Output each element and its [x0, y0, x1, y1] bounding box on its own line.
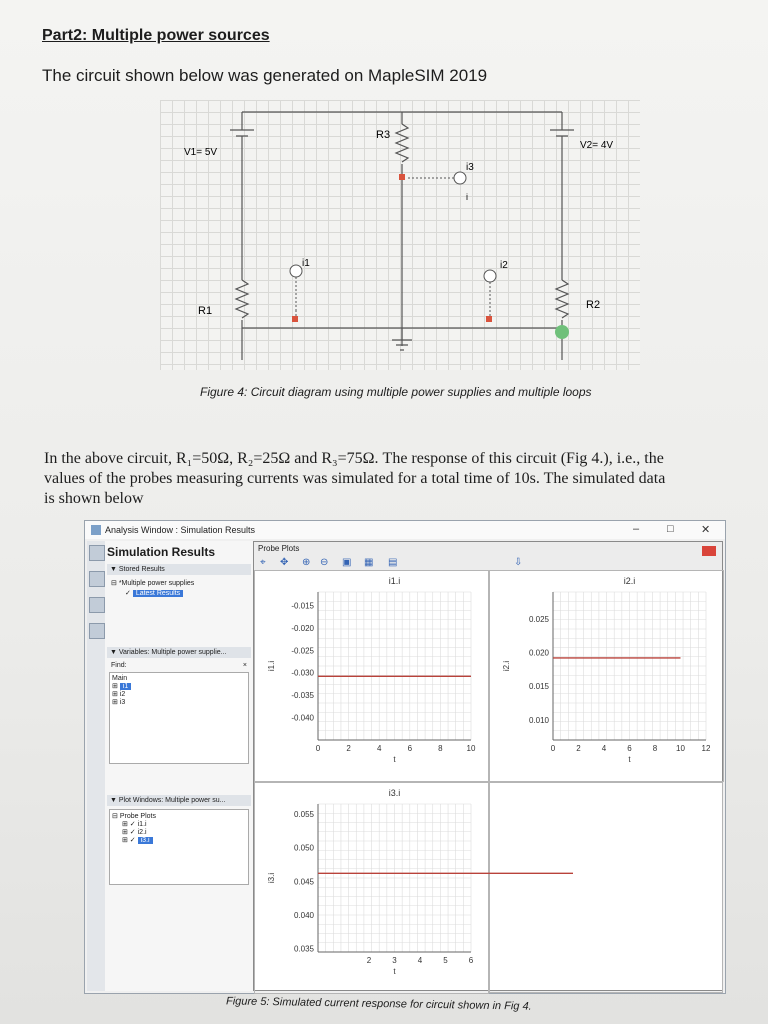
x-axis-label: t	[628, 755, 631, 764]
plots-svg	[254, 570, 724, 994]
probe-i3-icon	[454, 172, 466, 184]
y-tick-label: 0.035	[293, 944, 314, 954]
y-axis-label: i3.i	[267, 872, 276, 884]
label-v1: V1= 5V	[184, 147, 218, 158]
clear-find-icon[interactable]: ×	[242, 662, 247, 669]
legend-icon[interactable]: ▤	[388, 557, 398, 568]
y-tick-label: -0.035	[291, 691, 314, 701]
y-tick-label: 0.040	[293, 911, 314, 920]
plot-title: i2.i	[623, 576, 636, 586]
paragraph-line-3: is shown below	[44, 490, 144, 507]
close-plot-icon[interactable]	[702, 546, 716, 556]
paragraph-line-2: values of the probes measuring currents was simulated for a total time of 10s. The simulated data	[44, 470, 666, 487]
body-paragraph	[44, 449, 744, 509]
plot-windows-list	[109, 809, 249, 885]
y-tick-label: 0.015	[528, 682, 549, 692]
pointer-tool-icon[interactable]: ⌖	[260, 557, 266, 568]
right-branch	[550, 112, 574, 360]
variables-label: Variables: Multiple power supplie...	[118, 649, 227, 656]
probe-item-1[interactable]: ⊞ ✓ i1.i	[122, 821, 147, 828]
plot-tool-icon[interactable]	[89, 545, 105, 561]
var-i2[interactable]: ⊞ i2	[112, 691, 126, 698]
plots-grid	[254, 570, 722, 990]
x-tick-label: 8	[652, 744, 658, 753]
y-axis-label: i1.i	[267, 660, 276, 672]
y-axis-label: i2.i	[502, 660, 511, 672]
plot-title: i1.i	[388, 576, 401, 586]
paragraph-line-1: In the above circuit, R₁=50Ω, R₂=25Ω and R₃=75Ω. The response of this circuit (Fig 4.), i.e., the	[44, 450, 664, 467]
ground-symbol	[392, 328, 412, 350]
probe-plots-item[interactable]: ⊟ Probe Plots	[112, 813, 156, 820]
x-tick-label: 0	[315, 744, 321, 753]
panel-title: Simulation Results	[107, 545, 216, 559]
plot-windows-label: Plot Windows: Multiple power su...	[118, 797, 226, 804]
var-main[interactable]: Main	[112, 675, 128, 682]
y-tick-label: -0.025	[291, 646, 314, 656]
results-panel	[105, 541, 254, 991]
x-tick-label: 2	[576, 744, 581, 753]
model-item-label: *Multiple power supplies	[118, 580, 195, 587]
table-tool-icon[interactable]	[89, 597, 105, 613]
probe-plots-area	[253, 541, 723, 991]
y-tick-label: 0.025	[528, 614, 549, 624]
y-tick-label: -0.015	[291, 601, 314, 611]
pan-tool-icon[interactable]: ✥	[280, 557, 289, 568]
label-v2: V2= 4V	[580, 140, 614, 151]
zoom-in-icon[interactable]: ⊕	[302, 557, 311, 568]
stored-results-header[interactable]: ▼ Stored Results	[107, 564, 251, 575]
circuit-svg	[160, 100, 640, 370]
y-tick-label: -0.020	[291, 623, 314, 633]
empty-plot-frame	[490, 783, 723, 993]
figure5-caption: Figure 5: Simulated current response for circuit shown in Fig 4.	[225, 995, 532, 1013]
variables-header[interactable]: ▼ Variables: Multiple power supplie...	[107, 647, 251, 658]
label-i2: i2	[500, 260, 508, 271]
left-branch	[230, 112, 254, 360]
x-tick-label: 5	[443, 956, 448, 965]
label-i: i	[466, 192, 468, 202]
probe-item-3[interactable]: ⊞ ✓ i3.i	[112, 836, 246, 844]
section-heading: Part2: Multiple power sources	[42, 27, 270, 44]
plot-title: i3.i	[388, 788, 401, 798]
x-tick-label: 6	[468, 956, 474, 965]
probe-i1-icon	[290, 265, 302, 277]
y-tick-label: 0.020	[528, 648, 549, 658]
y-tick-label: -0.030	[291, 668, 314, 678]
node-marker-icon	[555, 325, 569, 339]
latest-results-label: Latest Results	[133, 590, 183, 597]
x-tick-label: 10	[676, 744, 685, 753]
grid-toggle-icon[interactable]: ▦	[364, 557, 374, 568]
x-tick-label: 4	[601, 744, 607, 753]
plot-windows-header[interactable]: ▼ Plot Windows: Multiple power su...	[107, 795, 251, 806]
y-tick-label: 0.010	[528, 715, 549, 725]
find-row	[105, 661, 253, 670]
window-title: Analysis Window : Simulation Results	[105, 525, 256, 535]
x-axis-label: t	[393, 967, 396, 976]
x-tick-label: 2	[346, 744, 351, 753]
zoom-out-icon[interactable]: ⊖	[320, 557, 329, 568]
probe-i2-icon	[484, 270, 496, 282]
export-icon[interactable]: ⇩	[514, 557, 523, 568]
label-r2: R2	[586, 299, 601, 311]
resistor-r1	[236, 280, 248, 318]
maximize-icon[interactable]: □	[667, 523, 674, 535]
probe-item-2[interactable]: ⊞ ✓ i2.i	[122, 829, 147, 836]
circuit-diagram	[160, 100, 640, 370]
stored-results-label: Stored Results	[118, 566, 165, 573]
model-item[interactable]: ⊟ *Multiple power supplies	[111, 580, 195, 587]
variables-list	[109, 672, 249, 764]
x-tick-label: 12	[701, 744, 711, 753]
x-tick-label: 6	[627, 744, 632, 753]
var-i1[interactable]: ⊞ i1	[112, 682, 246, 690]
latest-results-item[interactable]: ✓ Latest Results	[105, 588, 253, 598]
x-tick-label: 8	[438, 744, 443, 753]
minimize-icon[interactable]: –	[633, 523, 640, 535]
resistor-r3	[396, 124, 408, 162]
x-tick-label: 0	[550, 744, 556, 753]
analysis-window	[84, 520, 726, 994]
label-i3: i3	[466, 162, 474, 173]
x-tick-label: 4	[376, 744, 382, 753]
grid-tool-icon[interactable]	[89, 623, 105, 639]
x-tick-label: 3	[392, 956, 397, 965]
zoom-box-icon[interactable]: ▣	[342, 557, 352, 568]
label-r3: R3	[376, 129, 391, 141]
window-titlebar	[85, 521, 725, 539]
x-tick-label: 4	[417, 956, 423, 965]
close-icon[interactable]: ✕	[701, 524, 711, 536]
intro-text: The circuit shown below was generated on MapleSIM 2019	[42, 66, 488, 85]
probe-tab[interactable]: Probe Plots	[258, 544, 300, 553]
probe-plots-toolbar	[254, 542, 722, 571]
y-tick-label: 0.050	[293, 843, 314, 853]
figure4-caption: Figure 4: Circuit diagram using multiple power supplies and multiple loops	[200, 385, 592, 399]
x-tick-label: 10	[466, 744, 476, 753]
label-r1: R1	[198, 305, 213, 317]
tool-sidebar	[87, 541, 105, 991]
find-label: Find:	[111, 662, 127, 669]
x-axis-label: t	[393, 755, 396, 764]
resistor-r2	[556, 280, 568, 318]
y-tick-label: 0.055	[293, 810, 314, 820]
y-tick-label: -0.040	[291, 713, 314, 723]
label-i1: i1	[302, 258, 310, 269]
var-i3[interactable]: ⊞ i3	[112, 699, 126, 706]
x-tick-label: 6	[407, 744, 413, 753]
x-tick-label: 2	[366, 956, 372, 965]
app-icon	[91, 525, 101, 535]
settings-tool-icon[interactable]	[89, 571, 105, 587]
y-tick-label: 0.045	[293, 877, 314, 887]
